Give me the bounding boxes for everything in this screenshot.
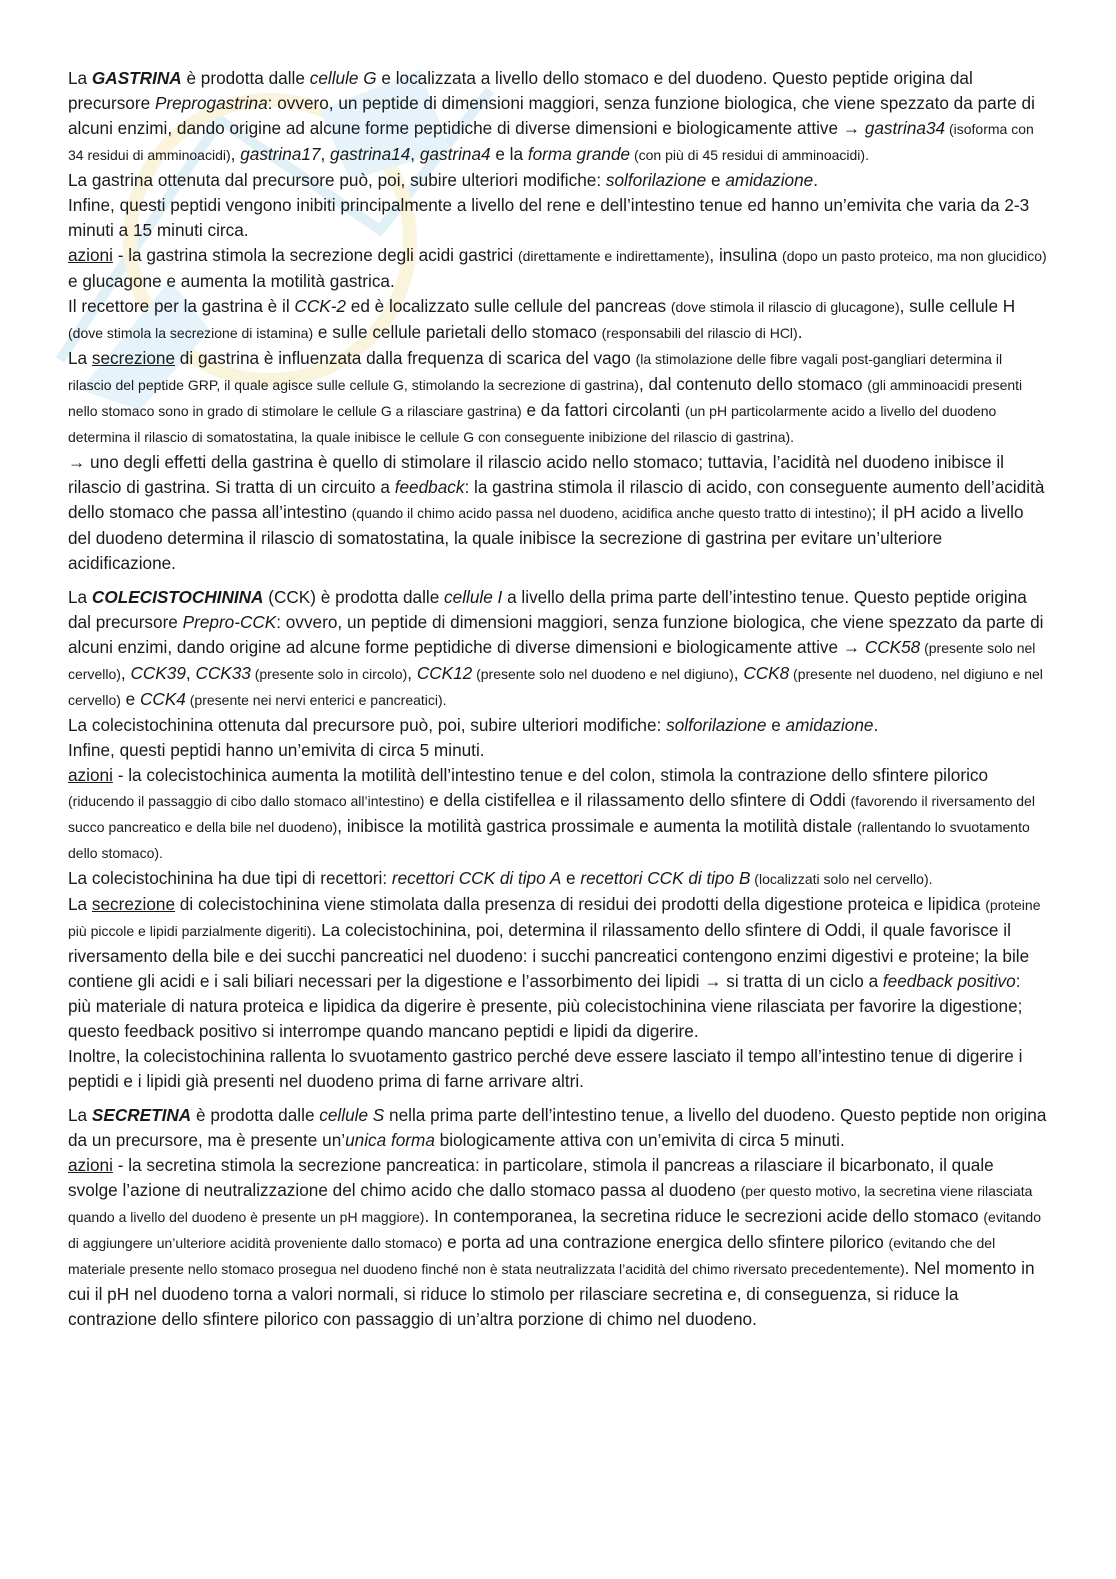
text-run: (direttamente e indirettamente): [517, 248, 710, 264]
cck-recettori: [68, 866, 1048, 892]
text-run: (dove stimola la secrezione di istamina): [68, 325, 314, 341]
text-run: e: [120, 689, 141, 709]
text-run: , insulina: [709, 245, 783, 265]
text-run: , dal contenuto dello stomaco: [638, 374, 868, 394]
text-run: CCK12: [416, 663, 473, 683]
text-run: azioni: [68, 245, 113, 265]
text-run: La gastrina ottenuta dal precursore può, poi, subire ulteriori modifiche:: [68, 170, 606, 190]
gastrina-modifiche: [68, 168, 1048, 193]
cck-azioni: [68, 763, 1048, 866]
text-run: gastrina4: [419, 144, 491, 164]
section-colecistochinina: [68, 585, 1048, 1094]
text-run: e la: [490, 144, 528, 164]
text-run: . Nel momento in cui il pH nel duodeno torna a valori normali, si riduce lo stimolo per rilasciare secretina e, di conseguenza, si riduce la contrazione dello sfintere pilorico con passaggio di un’altra porzione di chimo nel duodeno.: [68, 1258, 1035, 1329]
text-run: (CCK) è prodotta dalle: [263, 587, 445, 607]
text-run: SECRETINA: [91, 1105, 192, 1125]
text-run: (isoforma con 34 residui di amminoacidi): [68, 121, 1034, 163]
text-run: (presente nel duodeno, nel digiuno e nel cervello): [68, 666, 1043, 708]
text-run: di gastrina è influenzata dalla frequenza di scarica del vago: [175, 348, 636, 368]
text-run: La colecistochinina ha due tipi di recettori:: [68, 868, 392, 888]
text-run: (presente solo in circolo): [250, 666, 408, 682]
text-run: (con più di 45 residui di amminoacidi).: [630, 147, 869, 163]
text-run: Infine, questi peptidi hanno un’emivita di circa 5 minuti.: [68, 740, 485, 760]
text-run: è prodotta dalle: [191, 1105, 320, 1125]
text-run: (la stimolazione delle fibre vagali post-gangliari determina il rilascio del peptide GRP, il quale agisce sulle cellule G, stimolando la secrezione di gastrina): [68, 351, 1003, 393]
text-run: .: [797, 322, 803, 342]
text-run: gastrina17: [240, 144, 321, 164]
text-run: : ovvero, un peptide di dimensioni maggiori, senza funzione biologica, che viene spezzato da parte di alcuni enzimi, dando origine ad alcune forme peptidiche di diverse dimensioni e biologicamente attive →: [68, 612, 1044, 657]
text-run: (responsabili del rilascio di HCl): [601, 325, 798, 341]
document-body: [68, 66, 1048, 1341]
text-run: secrezione: [91, 894, 176, 914]
text-run: gastrina14: [330, 144, 411, 164]
text-run: azioni: [68, 765, 113, 785]
text-run: e sulle cellule parietali dello stomaco: [313, 322, 602, 342]
text-run: ,: [407, 663, 417, 683]
text-run: feedback positivo: [882, 971, 1016, 991]
text-run: Infine, questi peptidi vengono inibiti principalmente a livello del rene e dell’intestino tenue ed hanno un’emivita che varia da 2-3 minuti a 15 minuti circa.: [68, 195, 1030, 240]
text-run: gastrina34: [864, 118, 946, 138]
text-run: e: [561, 868, 581, 888]
text-run: ,: [230, 144, 241, 164]
text-run: (gli amminoacidi presenti nello stomaco sono in grado di stimolare le cellule G a rilasciare gastrina): [68, 377, 1023, 419]
text-run: Il recettore per la gastrina è il: [68, 296, 295, 316]
text-run: → uno degli effetti della gastrina è quello di stimolare il rilascio acido nello stomaco; tuttavia, l’acidità nel duodeno inibisce il rilascio di gastrina. Si tratta di un circuito a: [68, 452, 1004, 497]
text-run: : la gastrina stimola il rilascio di acido, con conseguente aumento dell’acidità dello stomaco che passa all’intestino: [68, 477, 1045, 522]
text-run: è prodotta dalle: [181, 68, 310, 88]
text-run: : più materiale di natura proteica e lipidica da digerire è presente, più colecistochinina viene rilasciata per favorire la digestione; questo feedback positivo si interrompe quando mancano peptidi e lipidi da digerire.: [68, 971, 1023, 1041]
text-run: ed è localizzato sulle cellule del pancreas: [346, 296, 671, 316]
text-run: e: [766, 715, 786, 735]
text-run: Prepro-CCK: [182, 612, 277, 632]
text-run: La: [68, 348, 92, 368]
text-run: ,: [410, 144, 420, 164]
cck-intro: [68, 585, 1048, 713]
text-run: ,: [120, 663, 131, 683]
cck-modifiche: [68, 713, 1048, 738]
text-run: (riducendo il passaggio di cibo dallo stomaco all’intestino): [68, 793, 425, 809]
text-run: GASTRINA: [91, 68, 182, 88]
text-run: - la gastrina stimola la secrezione degli acidi gastrici: [112, 245, 518, 265]
text-run: (dove stimola il rilascio di glucagone): [670, 299, 900, 315]
text-run: (dopo un pasto proteico, ma non glucidico): [782, 248, 1047, 264]
text-run: e della cistifellea e il rilassamento dello sfintere di Oddi: [424, 790, 851, 810]
cck-secrezione: [68, 892, 1048, 1044]
text-run: ,: [185, 663, 196, 683]
text-run: - la colecistochinica aumenta la motilità dell’intestino tenue e del colon, stimola la contrazione dello sfintere pilorico: [112, 765, 989, 785]
text-run: (evitando di aggiungere un’ulteriore acidità proveniente dallo stomaco): [68, 1209, 1041, 1251]
text-run: e: [706, 170, 726, 190]
text-run: (presente nei nervi enterici e pancreatici).: [185, 692, 447, 708]
gastrina-emivita: [68, 193, 1048, 243]
text-run: (evitando che del materiale presente nello stomaco prosegua nel duodeno finché non è stata neutralizzata l’acidità del chimo riversato precedentemente): [68, 1235, 996, 1277]
text-run: azioni: [68, 1155, 113, 1175]
text-run: a livello della prima parte dell’intestino tenue. Questo peptide origina dal precursore: [68, 587, 1027, 632]
text-run: recettori CCK di tipo A: [391, 868, 562, 888]
text-run: . La colecistochinina, poi, determina il rilassamento dello sfintere di Oddi, il quale favorisce il riversamento della bile e dei succhi pancreatici nel duodeno: i succhi pancreatici contengono enzimi digestivi e proteine; la bile contiene gli acidi e i sali biliari necessari per la digestione e l’assorbimento dei lipidi → si tratta di un ciclo a: [68, 920, 1030, 991]
text-run: di colecistochinina viene stimolata dalla presenza di residui dei prodotti della digestione proteica e lipidica: [175, 894, 986, 914]
text-run: solforilazione: [605, 170, 707, 190]
text-run: (presente solo nel duodeno e nel digiuno): [472, 666, 734, 682]
text-run: La colecistochinina ottenuta dal precursore può, poi, subire ulteriori modifiche:: [68, 715, 667, 735]
text-run: amidazione: [725, 170, 814, 190]
text-run: CCK-2: [294, 296, 346, 316]
gastrina-secrezione: [68, 346, 1048, 450]
text-run: unica forma: [345, 1130, 435, 1150]
text-run: (favorendo il riversamento del succo pancreatico e della bile nel duodeno): [68, 793, 1035, 835]
text-run: (un pH particolarmente acido a livello del duodeno determina il rilascio di somatostatina, la quale inibisce le cellule G con conseguente inibizione del rilascio di gastrina).: [68, 403, 997, 445]
text-run: e da fattori circolanti: [521, 400, 686, 420]
cck-emivita: [68, 738, 1048, 763]
text-run: .: [873, 715, 879, 735]
text-run: CCK39: [130, 663, 186, 683]
secretina-intro: [68, 1103, 1048, 1153]
text-run: Preprogastrina: [154, 93, 268, 113]
gastrina-recettore: [68, 294, 1048, 346]
text-run: ,: [733, 663, 744, 683]
text-run: CCK33: [195, 663, 251, 683]
text-run: La: [68, 1105, 92, 1125]
text-run: (proteine più piccole e lipidi parzialmente digeriti): [68, 897, 1041, 939]
cck-svuotamento: [68, 1044, 1048, 1094]
text-run: nella prima parte dell’intestino tenue, a livello del duodeno. Questo peptide non origina da un precursore, ma è presente un’: [68, 1105, 1047, 1150]
text-run: e glucagone e aumenta la motilità gastrica.: [68, 271, 395, 291]
text-run: , sulle cellule H: [899, 296, 1016, 316]
text-run: feedback: [394, 477, 465, 497]
text-run: cellule S: [319, 1105, 385, 1125]
text-run: COLECISTOCHININA: [91, 587, 264, 607]
text-run: . In contemporanea, la secretina riduce le secrezioni acide dello stomaco: [424, 1206, 984, 1226]
text-run: solforilazione: [666, 715, 767, 735]
text-run: ,: [320, 144, 331, 164]
text-run: cellule G: [309, 68, 377, 88]
text-run: forma grande: [527, 144, 631, 164]
text-run: secrezione: [91, 348, 176, 368]
text-run: La: [68, 587, 92, 607]
section-gastrina: [68, 66, 1048, 576]
text-run: (rallentando lo svuotamento dello stomaco).: [68, 819, 1030, 861]
section-secretina: [68, 1103, 1048, 1332]
text-run: recettori CCK di tipo B: [580, 868, 751, 888]
text-run: CCK58: [864, 637, 921, 657]
text-run: (presente solo nel cervello): [68, 640, 1036, 682]
text-run: cellule I: [444, 587, 503, 607]
text-run: (per questo motivo, la secretina viene rilasciata quando a livello del duodeno è presente un pH maggiore): [68, 1183, 1033, 1225]
secretina-azioni: [68, 1153, 1048, 1332]
text-run: La: [68, 68, 92, 88]
gastrina-feedback: [68, 450, 1048, 576]
text-run: e porta ad una contrazione energica dello sfintere pilorico: [442, 1232, 889, 1252]
gastrina-azioni: [68, 243, 1048, 294]
text-run: e localizzata a livello dello stomaco e del duodeno. Questo peptide origina dal precursore: [68, 68, 973, 113]
text-run: amidazione: [785, 715, 874, 735]
text-run: : ovvero, un peptide di dimensioni maggiori, senza funzione biologica, che viene spezzato da parte di alcuni enzimi, dando origine ad alcune forme peptidiche di diverse dimensioni e biologicamente attive →: [68, 93, 1035, 138]
text-run: (localizzati solo nel cervello).: [750, 871, 933, 887]
gastrina-intro: [68, 66, 1048, 168]
text-run: (quando il chimo acido passa nel duodeno, acidifica anche questo tratto di intestino): [351, 505, 872, 521]
text-run: La: [68, 894, 92, 914]
text-run: .: [813, 170, 819, 190]
text-run: biologicamente attiva con un’emivita di circa 5 minuti.: [434, 1130, 845, 1150]
text-run: , inibisce la motilità gastrica prossimale e aumenta la motilità distale: [337, 816, 857, 836]
text-run: - la secretina stimola la secrezione pancreatica: in particolare, stimola il pancreas a rilasciare il bicarbonato, il quale svolge l’azione di neutralizzazione del chimo acido che dallo stomaco passa al duodeno: [68, 1155, 994, 1200]
text-run: CCK8: [743, 663, 790, 683]
text-run: Inoltre, la colecistochinina rallenta lo svuotamento gastrico perché deve essere lasciato il tempo all’intestino tenue di digerire i peptidi e i lipidi già presenti nel duodeno prima di farne arrivare altri.: [68, 1046, 1023, 1091]
text-run: ; il pH acido a livello del duodeno determina il rilascio di somatostatina, la quale inibisce la secrezione di gastrina per evitare un’ulteriore acidificazione.: [68, 502, 1024, 573]
text-run: CCK4: [140, 689, 186, 709]
